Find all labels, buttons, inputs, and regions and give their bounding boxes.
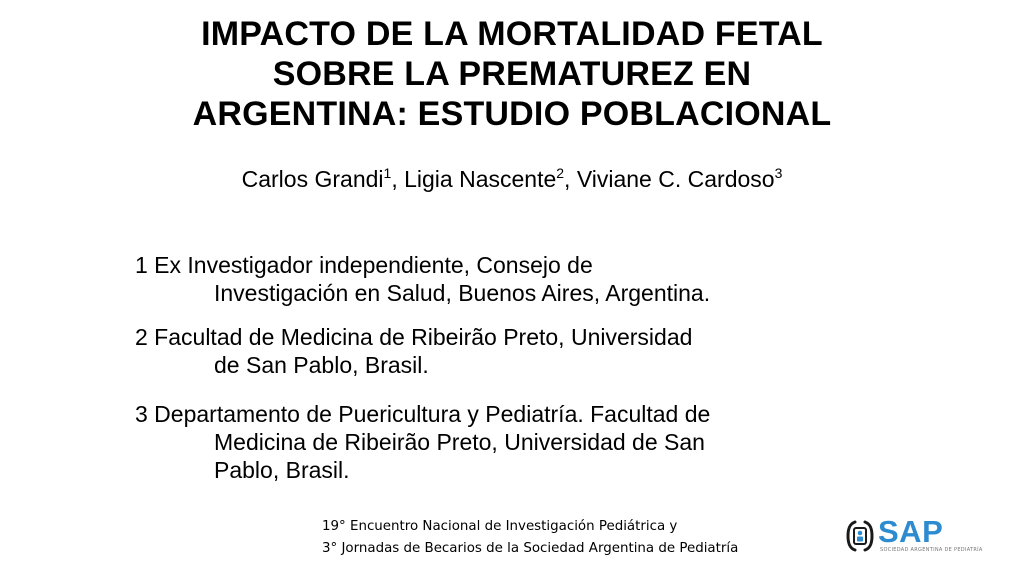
author-affiliation-number: 2	[556, 165, 565, 181]
affiliation-line: 3 Departamento de Puericultura y Pediatría. Facultad de	[135, 401, 711, 427]
author-separator: ,	[391, 166, 405, 192]
title-line-3: ARGENTINA: ESTUDIO POBLACIONAL	[192, 95, 832, 133]
slide-title	[60, 14, 964, 134]
title-line-2: SOBRE LA PREMATUREZ EN	[272, 55, 752, 93]
event-footer	[322, 516, 842, 560]
title-line-1: IMPACTO DE LA MORTALIDAD FETAL	[201, 15, 823, 53]
affiliation-line: 2 Facultad de Medicina de Ribeirão Preto, Universidad	[135, 324, 693, 350]
affiliation-line: 1 Ex Investigador independiente, Consejo de	[135, 252, 593, 278]
affiliation-1	[135, 251, 935, 307]
affiliation-line: Medicina de Ribeirão Preto, Universidad de San	[214, 429, 705, 455]
author-list	[60, 164, 964, 194]
affiliation-2	[135, 323, 935, 379]
author-name: Carlos Grandi	[241, 166, 384, 192]
author-name: Ligia Nascente	[404, 166, 557, 192]
sap-logo-icon	[846, 520, 874, 552]
sap-logo-text: SAP	[878, 514, 944, 549]
sap-logo	[846, 514, 996, 558]
affiliation-line: Investigación en Salud, Buenos Aires, Argentina.	[214, 280, 711, 306]
event-line-1: 19° Encuentro Nacional de Investigación Pediátrica y	[322, 519, 678, 534]
author-separator: ,	[564, 166, 577, 192]
author-affiliation-number: 3	[774, 165, 783, 181]
affiliation-3	[135, 400, 935, 484]
author-name: Viviane C. Cardoso	[576, 166, 775, 192]
author-affiliation-number: 1	[383, 165, 392, 181]
sap-logo-subtitle: SOCIEDAD ARGENTINA DE PEDIATRÍA	[880, 547, 983, 553]
event-line-2: 3° Jornadas de Becarios de la Sociedad Argentina de Pediatría	[322, 541, 739, 556]
affiliation-line: Pablo, Brasil.	[214, 457, 350, 483]
affiliation-line: de San Pablo, Brasil.	[214, 352, 429, 378]
